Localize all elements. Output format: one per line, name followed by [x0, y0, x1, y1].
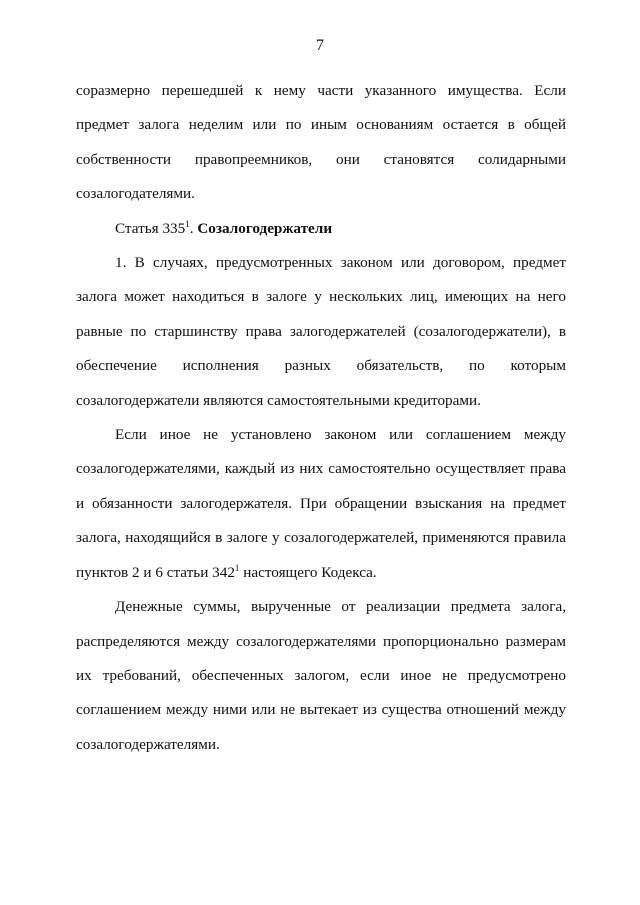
paragraph-distribution: Денежные суммы, вырученные от реализации предмета залога, распределяются между созалогодержателями пропорционально размерам их требований, обеспеченных залогом, если иное не предусмотрено соглашением между ними или не вытекает из существа отношений между созалогодержателями.	[76, 598, 566, 753]
paragraph-rights-text: Если иное не установлено законом или соглашением между созалогодержателями, каждый из них самостоятельно осуществляет права и обязанности залогодержателя. При обращении взыскания на предмет залога, находящийся в залоге у созалогодержателей, применяются правила пунктов 2 и 6 статьи 342	[76, 426, 566, 581]
article-number-dot: .	[189, 219, 194, 237]
paragraph-rights	[76, 418, 566, 590]
article-number-superscript: 1	[185, 218, 190, 229]
article-title: Созалогодержатели	[197, 219, 333, 237]
page-number: 7	[316, 37, 324, 54]
article-heading	[76, 212, 566, 246]
article-number: Статья 335	[115, 219, 186, 237]
document-body	[76, 74, 566, 762]
paragraph-clause-1: 1. В случаях, предусмотренных законом или договором, предмет залога может находиться в залоге у нескольких лиц, имеющих на него равные по старшинству права залогодержателей (созалогодержатели), в обеспечение исполнения разных обязательств, по которым созалогодержатели являются самостоятельными кредиторами.	[76, 254, 566, 409]
article-reference-superscript: 1	[234, 562, 240, 573]
paragraph-rights-tail: настоящего Кодекса.	[239, 563, 377, 581]
paragraph-continuation: соразмерно перешедшей к нему части указанного имущества. Если предмет залога неделим или по иным основаниям остается в общей собственности правопреемников, они становятся солидарными созалогодателями.	[76, 82, 566, 203]
